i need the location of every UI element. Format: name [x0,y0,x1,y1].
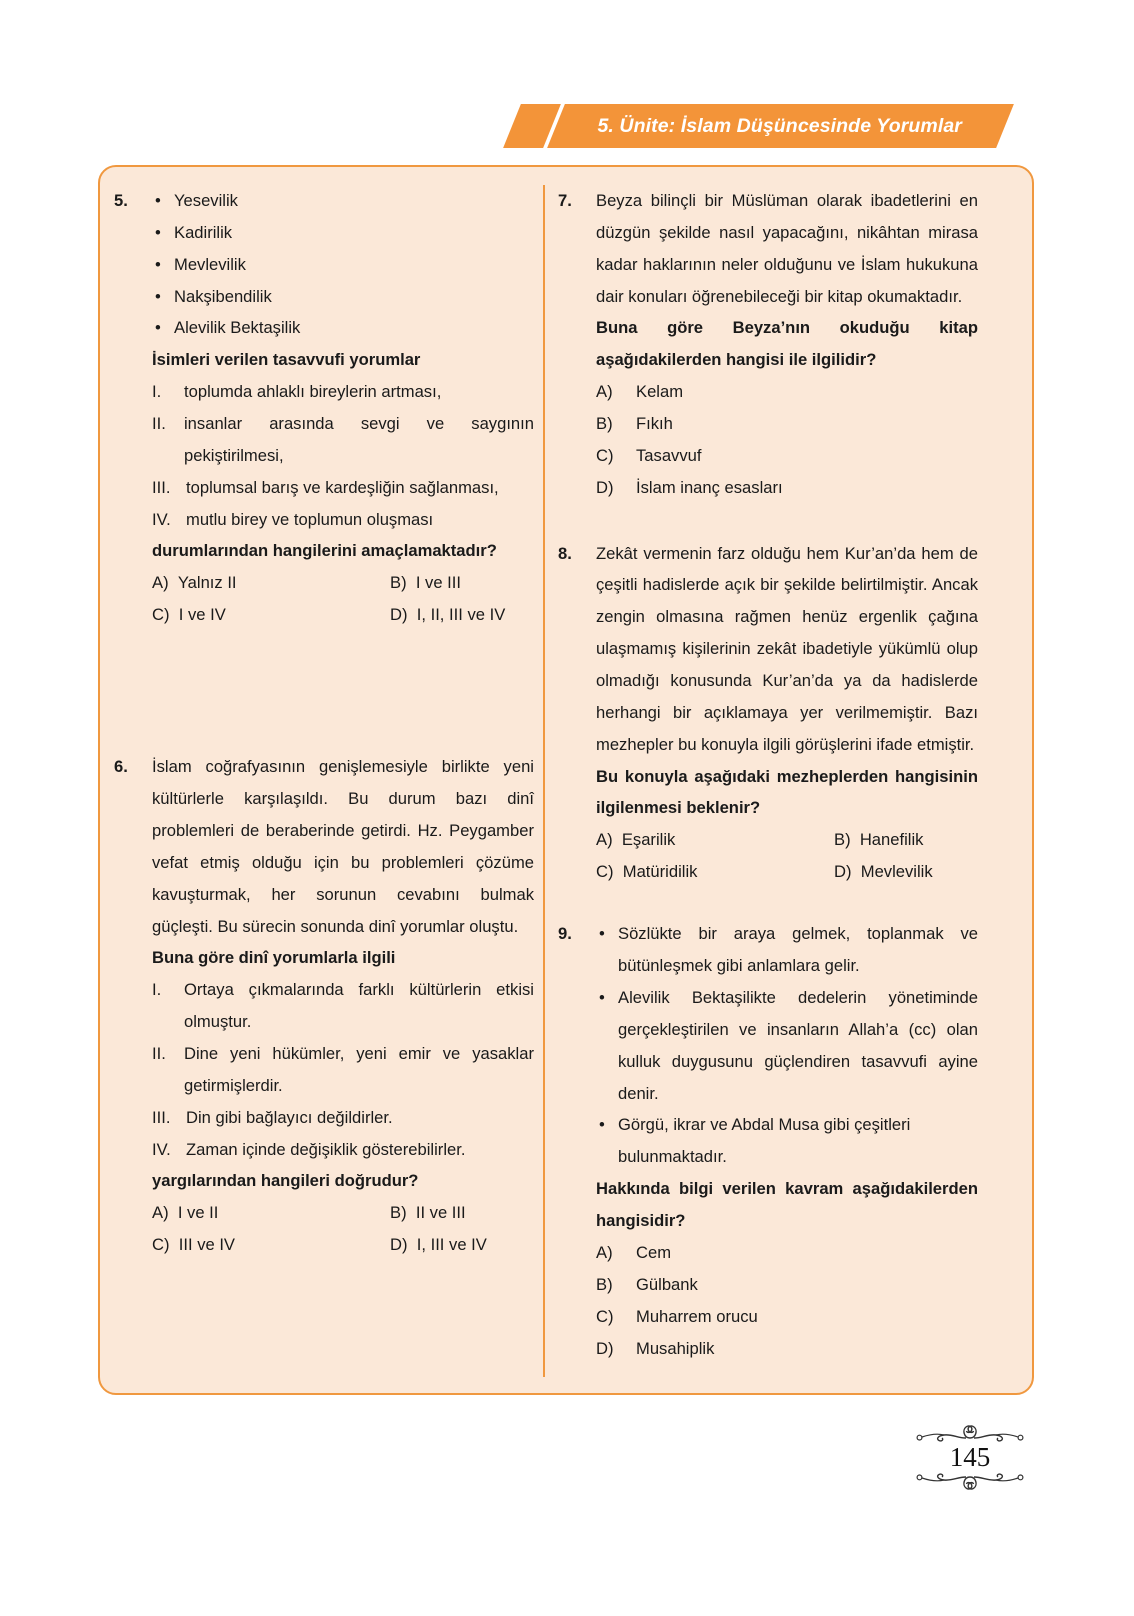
question-8-stem: Bu konuyla aşağıdaki mezheplerden hangisinin ilgilenmesi beklenir? [596,766,978,818]
roman-label: I. [152,382,162,402]
option-text: Muharrem orucu [636,1306,758,1326]
bullet-icon: • [155,191,161,210]
option-b[interactable] [834,824,923,856]
option-d[interactable] [390,599,505,631]
option-text: Musahiplik [636,1338,715,1358]
option-text: III ve IV [178,1235,236,1255]
question-6-stem: yargılarından hangileri doğrudur? [152,1171,419,1191]
option-label: B) [390,573,407,593]
bullet-icon: • [599,1115,605,1135]
option-label: B) [596,1274,613,1294]
bullet-text: Mevlevilik [174,254,246,274]
bullet-icon: • [155,286,161,306]
question-6-roman-item [152,1102,534,1134]
question-5-bullet [152,217,534,249]
question-8 [558,538,978,889]
option-text: Yalnız II [177,573,237,593]
option-a[interactable] [152,1197,218,1229]
bullet-icon: • [155,222,161,242]
roman-text: Ortaya çıkmalarında farklı kültürlerin etkisi olmuştur. [184,980,534,1032]
question-9-bullet [596,1109,978,1173]
option-c[interactable] [152,1229,235,1261]
question-7-paragraph: Beyza bilinçli bir Müslüman olarak ibadetlerini en düzgün şekilde nasıl yapacağını, nikâhtan mirasa kadar haklarının neler olduğunu ve İslam hukukuna dair konuları öğrenebileceği bir kitap okumaktadır. [596,191,978,306]
option-c[interactable] [596,1301,978,1333]
option-label: B) [834,830,851,850]
bullet-text: Alevilik Bektaşilikte dedelerin yönetiminde gerçekleştirilen ve insanların Allah’a (cc) olan kulluk duygusunu güçlendiren tasavvufi ayine denir. [618,988,978,1103]
question-9-stem: Hakkında bilgi verilen kavram aşağıdakilerden hangisidir? [596,1179,978,1231]
option-d[interactable] [834,856,933,888]
option-b[interactable] [390,567,461,599]
question-8-number: 8. [558,543,572,563]
option-d[interactable] [596,1333,978,1365]
roman-label: III. [152,477,171,497]
question-5-options [152,567,534,631]
option-label: A) [596,1242,613,1262]
option-text: Gülbank [636,1274,698,1294]
roman-label: III. [152,1107,171,1127]
option-label: B) [390,1203,407,1223]
question-9-bullet [596,982,978,1109]
option-text: Fıkıh [636,414,673,434]
option-c[interactable] [152,599,226,631]
bullet-text: Kadirilik [174,222,233,242]
option-text: Matüridilik [622,862,698,882]
option-label: C) [152,1235,170,1255]
option-label: A) [152,1203,169,1223]
question-6-options [152,1197,534,1261]
roman-text: toplumda ahlaklı bireylerin artması, [184,382,442,402]
question-8-options [596,824,978,888]
roman-text: Din gibi bağlayıcı değildirler. [186,1107,393,1127]
option-text: I, II, III ve IV [416,605,506,625]
question-5-bullet [152,249,534,281]
option-c[interactable] [596,440,978,472]
option-text: I ve II [177,1203,219,1223]
option-text: Eşarilik [621,830,676,850]
page-footer [880,1420,1060,1495]
question-5-roman-item [152,504,534,536]
question-5-bullet [152,185,534,217]
option-label: C) [596,1306,614,1326]
question-7-options [596,376,978,503]
unit-title: 5. Ünite: İslam Düşüncesinde Yorumlar [597,115,962,137]
option-text: Hanefilik [859,830,924,850]
question-7-number: 7. [558,191,572,210]
option-label: D) [596,477,614,497]
roman-text: Dine yeni hükümler, yeni emir ve yasaklar getirmişlerdir. [184,1044,534,1095]
option-label: D) [390,1235,408,1255]
option-label: D) [596,1338,614,1358]
option-label: C) [596,445,614,465]
option-label: C) [152,605,170,625]
option-text: Mevlevilik [860,862,933,882]
question-5-bullet [152,312,534,344]
option-b[interactable] [596,408,978,440]
option-a[interactable] [596,1237,978,1269]
right-column [558,185,978,1364]
question-5-lead: İsimleri verilen tasavvufi yorumlar [152,350,421,370]
option-label: C) [596,862,614,882]
question-6-roman-item [152,974,534,1038]
option-b[interactable] [390,1197,466,1229]
question-8-paragraph: Zekât vermenin farz olduğu hem Kur’an’da hem de çeşitli hadislerde açık bir şekilde belirtilmiştir. Ancak zengin olmasına rağmen henüz ergenlik çağına ulaşmamış kişilerinin zekât ibadetiyle yükümlü olup olmadığı konusunda Kur’an’da ya da hadislerde herhangi bir açıklamaya yer verilmemiştir. Bazı mezhepler bu konuyla ilgili görüşlerini ifade etmiştir. [596,543,978,754]
option-label: A) [596,382,613,402]
question-5 [114,185,534,631]
option-text: İslam inanç esasları [636,477,783,497]
question-6 [114,751,534,1261]
roman-text: Zaman içinde değişiklik gösterebilirler. [186,1139,466,1159]
question-7 [558,185,978,504]
bullet-icon: • [599,924,605,944]
question-6-number: 6. [114,757,128,777]
question-5-roman-item [152,472,534,504]
option-a[interactable] [596,824,675,856]
option-c[interactable] [596,856,697,888]
question-6-paragraph: İslam coğrafyasının genişlemesiyle birlikte yeni kültürlerle karşılaşıldı. Bu durum bazı dinî problemleri de beraberinde getirdi. Hz. Peygamber vefat etmiş olduğu için bu problemleri çözüme kavuşturmak, her sorunun cevabını bulmak güçleşti. Bu sürecin sonunda dinî yorumlar oluştu. [152,757,534,936]
question-6-roman-item [152,1038,534,1102]
roman-label: I. [152,980,162,1000]
option-a[interactable] [152,567,237,599]
roman-text: mutlu birey ve toplumun oluşması [186,509,434,529]
unit-header-banner [0,104,1134,148]
roman-label: IV. [152,509,171,529]
option-a[interactable] [596,376,978,408]
roman-label: IV. [152,1139,171,1159]
option-text: I, III ve IV [416,1235,487,1255]
column-divider [543,185,545,1377]
question-5-number: 5. [114,191,128,210]
question-9 [558,918,978,1364]
roman-text: insanlar arasında sevgi ve saygının pekiştirilmesi, [184,414,534,465]
roman-label: II. [152,414,166,434]
option-d[interactable] [390,1229,487,1261]
option-b[interactable] [596,1269,978,1301]
bullet-icon: • [155,254,161,274]
option-label: A) [596,830,613,850]
question-5-bullet [152,281,534,313]
option-text: Tasavvuf [636,445,702,465]
bullet-text: Görgü, ikrar ve Abdal Musa gibi çeşitleri bulunmaktadır. [618,1115,911,1167]
option-text: I ve IV [178,605,226,625]
question-9-options [596,1237,978,1364]
option-label: A) [152,573,169,593]
option-text: II ve III [415,1203,466,1223]
option-text: Kelam [636,382,684,402]
question-9-number: 9. [558,924,572,944]
flourish-bottom-icon [914,1473,1026,1495]
left-column [114,185,534,1261]
option-label: B) [596,414,613,434]
bullet-icon: • [155,318,161,338]
option-text: Cem [636,1242,672,1262]
question-6-lead: Buna göre dinî yorumlarla ilgili [152,948,396,968]
question-9-bullet [596,918,978,982]
bullet-icon: • [599,988,605,1008]
roman-label: II. [152,1044,166,1064]
question-5-roman-item [152,376,534,408]
bullet-text: Yesevilik [174,191,238,210]
flourish-top-icon [914,1420,1026,1442]
page-number: 145 [949,1442,991,1472]
question-5-stem: durumlarından hangilerini amaçlamaktadır? [152,541,497,561]
bullet-text: Sözlükte bir araya gelmek, toplanmak ve bütünleşmek gibi anlamlara gelir. [618,924,978,976]
option-d[interactable] [596,472,978,504]
option-text: I ve III [415,573,462,593]
question-5-roman-item [152,408,534,472]
question-6-roman-item [152,1134,534,1166]
bullet-text: Alevilik Bektaşilik [174,318,301,338]
bullet-text: Nakşibendilik [174,286,272,306]
option-label: D) [390,605,408,625]
question-7-stem: Buna göre Beyza’nın okuduğu kitap aşağıdakilerden hangisi ile ilgilidir? [596,318,978,370]
roman-text: toplumsal barış ve kardeşliğin sağlanması, [186,477,499,497]
option-label: D) [834,862,852,882]
